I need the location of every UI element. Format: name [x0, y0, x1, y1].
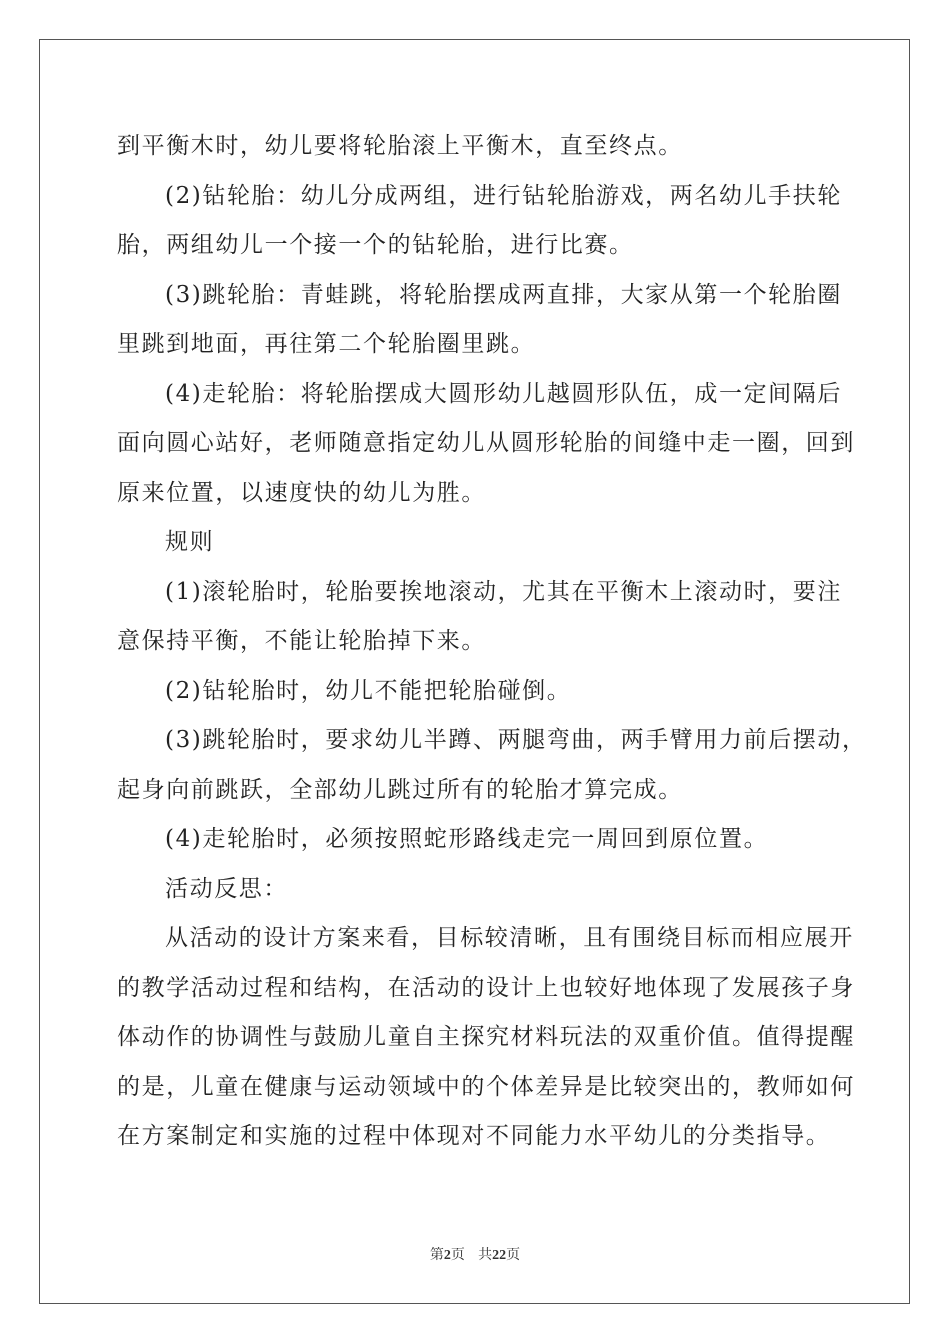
text-line: (4)走轮胎：将轮胎摆成大圆形幼儿越圆形队伍，成一定间隔后 [165, 380, 842, 407]
text-line: 体动作的协调性与鼓励儿童自主探究材料玩法的双重价值。值得提醒 [117, 1024, 855, 1050]
text-line: (2)钻轮胎：幼儿分成两组，进行钻轮胎游戏，两名幼儿手扶轮 [165, 182, 842, 209]
text-line: 在方案制定和实施的过程中体现对不同能力水平幼儿的分类指导。 [117, 1123, 831, 1149]
page-number: 2 [443, 1248, 451, 1263]
total-suffix: 页 [506, 1247, 521, 1263]
text-line: (3)跳轮胎时，要求幼儿半蹲、两腿弯曲，两手臂用力前后摆动， [165, 727, 867, 753]
section-heading: 规则 [165, 529, 215, 555]
text-line: (1)滚轮胎时，轮胎要挨地滚动，尤其在平衡木上滚动时，要注 [165, 578, 842, 605]
page-footer [0, 1244, 950, 1264]
total-prefix: 共 [478, 1247, 493, 1263]
section-heading: 活动反思： [165, 875, 288, 902]
text-line: (3)跳轮胎：青蛙跳，将轮胎摆成两直排，大家从第一个轮胎圈 [165, 281, 842, 308]
text-line: 意保持平衡，不能让轮胎掉下来。 [117, 628, 486, 654]
text-line: 里跳到地面，再往第二个轮胎圈里跳。 [117, 331, 536, 357]
text-line: 的教学活动过程和结构，在活动的设计上也较好地体现了发展孩子身 [117, 974, 855, 1001]
page-prefix: 第 [429, 1247, 444, 1263]
document-body [117, 122, 867, 1162]
page-suffix: 页 [450, 1247, 465, 1263]
text-line: 胎，两组幼儿一个接一个的钻轮胎，进行比赛。 [117, 232, 634, 258]
total-pages: 22 [492, 1248, 507, 1263]
text-line: 的是，儿童在健康与运动领域中的个体差异是比较突出的，教师如何 [117, 1073, 855, 1100]
text-line: 从活动的设计方案来看，目标较清晰，且有围绕目标而相应展开 [165, 925, 854, 951]
text-line: (4)走轮胎时，必须按照蛇形路线走完一周回到原位置。 [165, 826, 769, 852]
text-line: (2)钻轮胎时，幼儿不能把轮胎碰倒。 [165, 677, 572, 704]
text-line: 原来位置，以速度快的幼儿为胜。 [117, 479, 486, 506]
text-line: 面向圆心站好，老师随意指定幼儿从圆形轮胎的间缝中走一圈，回到 [117, 430, 855, 456]
text-line: 到平衡木时，幼儿要将轮胎滚上平衡木，直至终点。 [117, 133, 683, 159]
text-line: 起身向前跳跃，全部幼儿跳过所有的轮胎才算完成。 [117, 776, 683, 803]
